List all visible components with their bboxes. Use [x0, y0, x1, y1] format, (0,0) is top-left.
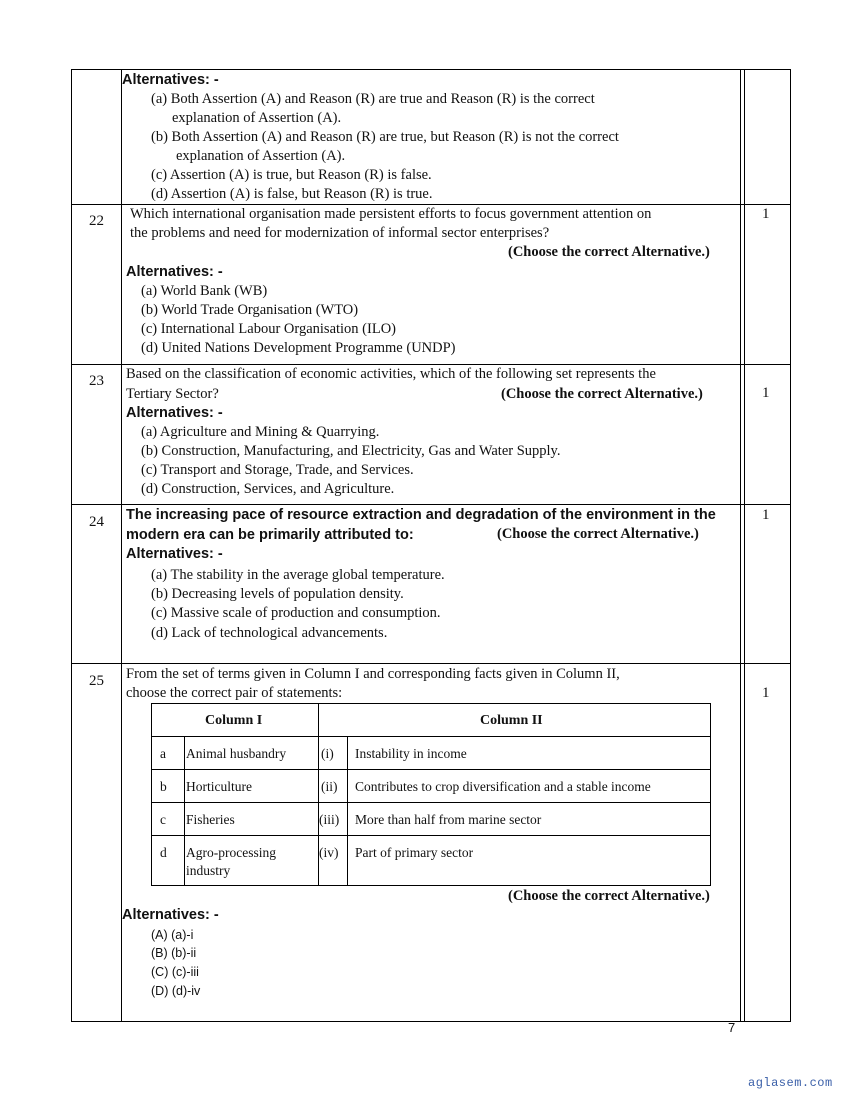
q24-option-a: (a) The stability in the average global temperature. — [151, 567, 445, 583]
match-column-divider — [184, 736, 185, 885]
match-column-divider — [347, 736, 348, 885]
q23-option-b: (b) Construction, Manufacturing, and Electricity, Gas and Water Supply. — [141, 443, 561, 459]
row-fact: More than half from marine sector — [355, 812, 542, 827]
marks: 1 — [762, 685, 770, 701]
q23-alternatives-label: Alternatives: - — [126, 405, 223, 421]
row-term: Agro-processing — [186, 845, 276, 860]
match-table — [151, 703, 711, 886]
q23-question-line1: Based on the classification of economic activities, which of the following set represents the — [126, 366, 656, 382]
question-number: 22 — [89, 213, 104, 229]
row-fact: Part of primary sector — [355, 845, 474, 860]
q22-question-line2: the problems and need for modernization of informal sector enterprises? — [130, 225, 550, 241]
q22-option-a: (a) World Bank (WB) — [141, 283, 268, 299]
q21-option-a-cont: explanation of Assertion (A). — [172, 110, 342, 126]
row-fact: Instability in income — [355, 746, 467, 761]
question-number: 25 — [89, 673, 104, 689]
q25-alternatives-label: Alternatives: - — [122, 907, 219, 923]
q25-option-a: (A) (a)-i — [151, 928, 194, 942]
page-number: 7 — [728, 1020, 736, 1035]
q21-option-c: (c) Assertion (A) is true, but Reason (R) is false. — [151, 167, 432, 183]
q25-question-line2: choose the correct pair of statements: — [126, 685, 343, 701]
q21-option-b: (b) Both Assertion (A) and Reason (R) are true, but Reason (R) is not the correct — [151, 129, 619, 145]
question-number: 23 — [89, 373, 104, 389]
q22-question-line1: Which international organisation made persistent efforts to focus government attention on — [130, 206, 652, 222]
q21-option-a: (a) Both Assertion (A) and Reason (R) are true and Reason (R) is the correct — [151, 91, 595, 107]
q23-option-c: (c) Transport and Storage, Trade, and Services. — [141, 462, 414, 478]
column-divider — [121, 70, 122, 1021]
q22-option-d: (d) United Nations Development Programme (UNDP) — [141, 340, 456, 356]
q23-question-line2: Tertiary Sector? — [126, 386, 219, 402]
row-num: (i) — [321, 746, 334, 761]
q25-option-b: (B) (b)-ii — [151, 946, 197, 960]
match-row-divider — [152, 736, 710, 737]
q24-instruction: (Choose the correct Alternative.) — [497, 526, 699, 542]
q22-option-b: (b) World Trade Organisation (WTO) — [141, 302, 359, 318]
marks: 1 — [762, 507, 770, 523]
question-number: 24 — [89, 514, 104, 530]
marks: 1 — [762, 206, 770, 222]
row-num: (iii) — [319, 812, 340, 827]
q25-instruction: (Choose the correct Alternative.) — [508, 888, 710, 904]
q23-instruction: (Choose the correct Alternative.) — [501, 386, 703, 402]
row-key: b — [160, 779, 167, 794]
row-term: Animal husbandry — [186, 746, 287, 761]
match-row-divider — [152, 802, 710, 803]
q25-question-line1: From the set of terms given in Column I and corresponding facts given in Column II, — [126, 666, 620, 682]
q24-question-line1: The increasing pace of resource extraction and degradation of the environment in the — [126, 507, 716, 523]
footer-watermark: aglasem.com — [748, 1076, 833, 1090]
q24-option-b: (b) Decreasing levels of population density. — [151, 586, 404, 602]
q22-option-c: (c) International Labour Organisation (ILO) — [141, 321, 396, 337]
match-row-divider — [152, 835, 710, 836]
q24-alternatives-label: Alternatives: - — [126, 546, 223, 562]
q21-option-b-cont: explanation of Assertion (A). — [176, 148, 346, 164]
row-key: a — [160, 746, 166, 761]
row-term: Fisheries — [186, 812, 235, 827]
row-key: d — [160, 845, 167, 860]
row-num: (iv) — [319, 845, 339, 860]
row-key: c — [160, 812, 166, 827]
column-ii-header: Column II — [480, 713, 543, 728]
row-term-cont: industry — [186, 863, 231, 878]
q25-option-d: (D) (d)-iv — [151, 984, 201, 998]
q23-option-d: (d) Construction, Services, and Agriculture. — [141, 481, 395, 497]
q22-instruction: (Choose the correct Alternative.) — [508, 244, 710, 260]
q24-question-line2: modern era can be primarily attributed to: — [126, 527, 414, 543]
column-i-header: Column I — [205, 713, 263, 728]
q24-option-c: (c) Massive scale of production and consumption. — [151, 605, 441, 621]
match-row-divider — [152, 769, 710, 770]
q24-option-d: (d) Lack of technological advancements. — [151, 625, 388, 641]
marks: 1 — [762, 385, 770, 401]
row-num: (ii) — [321, 779, 338, 794]
row-divider — [72, 663, 790, 664]
q25-option-c: (C) (c)-iii — [151, 965, 199, 979]
q21-option-d: (d) Assertion (A) is false, but Reason (R) is true. — [151, 186, 433, 202]
q23-option-a: (a) Agriculture and Mining & Quarrying. — [141, 424, 380, 440]
row-fact: Contributes to crop diversification and a stable income — [355, 779, 651, 794]
q21-alternatives-label: Alternatives: - — [122, 72, 219, 88]
row-divider — [72, 504, 790, 505]
column-divider — [740, 70, 741, 1021]
column-divider — [744, 70, 745, 1021]
q22-alternatives-label: Alternatives: - — [126, 264, 223, 280]
row-term: Horticulture — [186, 779, 252, 794]
